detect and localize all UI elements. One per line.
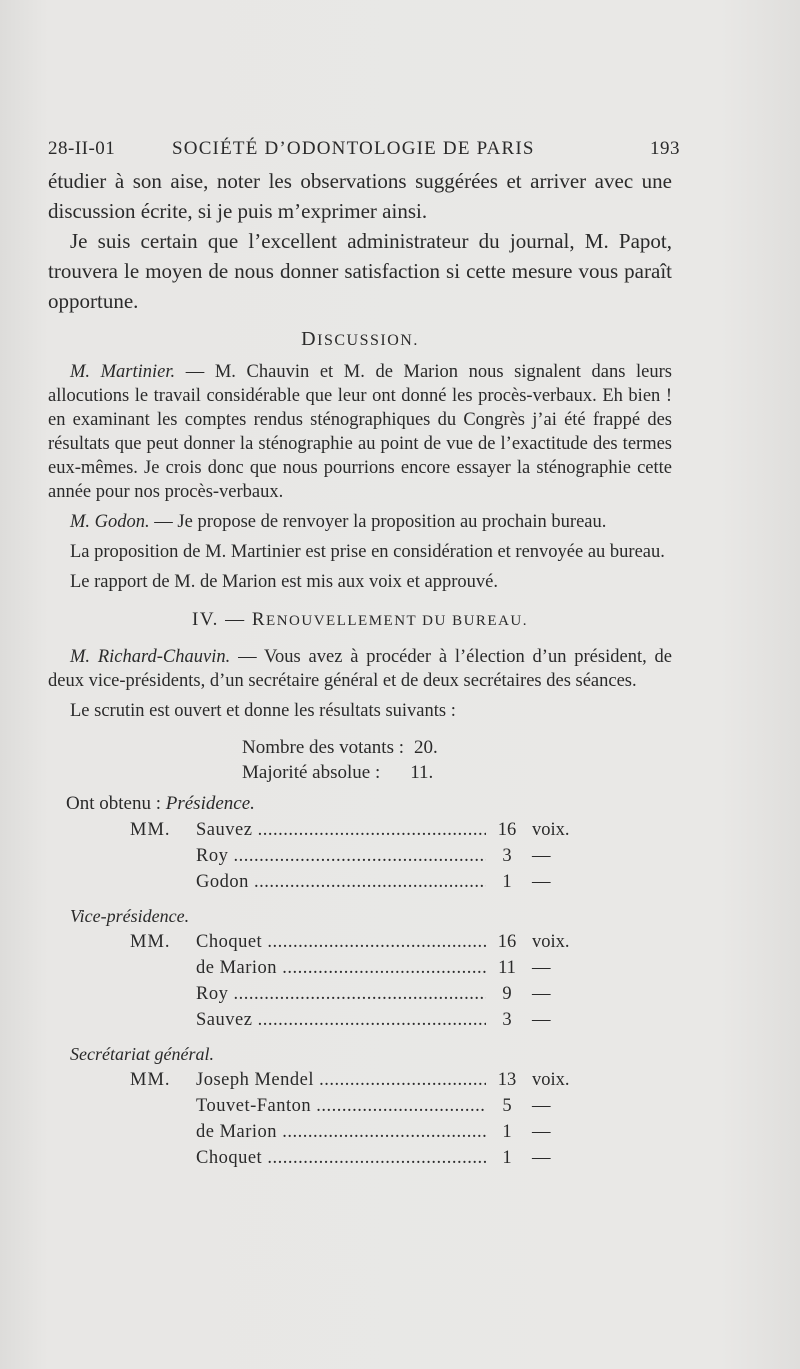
vote-count: 1 bbox=[502, 1148, 512, 1168]
vote-stats bbox=[242, 735, 672, 785]
intro-text bbox=[48, 166, 672, 316]
page-body bbox=[48, 166, 672, 1171]
vote-unit: voix. bbox=[532, 932, 570, 952]
vote-unit: — bbox=[532, 1010, 551, 1030]
vote-unit: — bbox=[532, 958, 551, 978]
martinier-paragraph: M. Martinier. — M. Chauvin et M. de Marion nous signalent dans leurs allocutions le travail considérable que leur ont donné les procès-verbaux. Eh bien ! en examinant les comptes rendus sténographiques du Congrès j’ai été frappé des résultats que peut donner la sténographie au point de vue de l’exactitude des termes eux-mêmes. Je crois donc que nous pourrions encore essayer la sténographie cette année pour nos procès-verbaux. bbox=[48, 362, 672, 502]
proposition-paragraph: La proposition de M. Martinier est prise en considération et renvoyée au bureau. bbox=[70, 542, 665, 562]
vote-count: 9 bbox=[502, 984, 512, 1004]
mm-label: MM. bbox=[130, 932, 171, 952]
intro-paragraph-1: étudier à son aise, noter les observations suggérées et arriver avec une discussion écrite, si je puis m’exprimer ainsi. bbox=[48, 169, 672, 223]
vote-row bbox=[48, 1145, 672, 1171]
candidate-name: de Marion ..... bbox=[196, 955, 486, 981]
vote-count: 1 bbox=[502, 1122, 512, 1142]
godon-paragraph: M. Godon. — Je propose de renvoyer la proposition au prochain bureau. bbox=[70, 512, 607, 532]
vote-count: 13 bbox=[497, 1070, 517, 1090]
secretariat-results bbox=[48, 1067, 672, 1171]
secretariat-heading: Secrétariat général. bbox=[70, 1044, 214, 1064]
vote-unit: — bbox=[532, 872, 551, 892]
vote-count: 11 bbox=[498, 958, 516, 978]
candidate-name: Touvet-Fanton ..... bbox=[196, 1093, 486, 1119]
discussion-heading: DISCUSSION. bbox=[301, 328, 419, 350]
vote-count: 16 bbox=[497, 820, 517, 840]
vice-presidence-heading: Vice-présidence. bbox=[70, 906, 190, 926]
candidate-name: Roy ..... bbox=[196, 843, 486, 869]
rapport-paragraph: Le rapport de M. de Marion est mis aux voix et approuvé. bbox=[70, 572, 498, 592]
candidate-name: Choquet ..... bbox=[196, 1145, 486, 1171]
vote-row bbox=[48, 817, 672, 843]
candidate-name: Roy ..... bbox=[196, 981, 486, 1007]
vote-unit: — bbox=[532, 1148, 551, 1168]
vote-unit: — bbox=[532, 1122, 551, 1142]
richard-chauvin-paragraph: M. Richard-Chauvin. — Vous avez à procéder à l’élection d’un président, de deux vice-présidents, d’un secrétaire général et de deux secrétaires des séances. bbox=[48, 647, 672, 691]
candidate-name: Choquet ..... bbox=[196, 929, 486, 955]
vote-row bbox=[48, 929, 672, 955]
ont-obtenu-line: Ont obtenu : Présidence. bbox=[66, 793, 255, 814]
candidate-name: Joseph Mendel ..... bbox=[196, 1067, 486, 1093]
vote-unit: — bbox=[532, 1096, 551, 1116]
speaker-richard-chauvin: M. Richard-Chauvin. bbox=[70, 647, 231, 667]
discussion-text bbox=[48, 360, 672, 594]
vote-row bbox=[48, 981, 672, 1007]
candidate-name: Sauvez ..... bbox=[196, 1007, 486, 1033]
vote-unit: — bbox=[532, 846, 551, 866]
page-number: 193 bbox=[650, 138, 680, 159]
header-title: SOCIÉTÉ D’ODONTOLOGIE DE PARIS bbox=[172, 138, 535, 159]
votants-line: Nombre des votants : 20. bbox=[242, 737, 438, 758]
candidate-name: Godon ..... bbox=[196, 869, 486, 895]
vice-presidence-results bbox=[48, 929, 672, 1033]
header-date: 28-II-01 bbox=[48, 138, 116, 159]
vote-count: 16 bbox=[497, 932, 517, 952]
vote-count: 5 bbox=[502, 1096, 512, 1116]
vote-count: 1 bbox=[502, 872, 512, 892]
candidate-name: de Marion ..... bbox=[196, 1119, 486, 1145]
scrutin-paragraph: Le scrutin est ouvert et donne les résultats suivants : bbox=[70, 701, 456, 721]
vote-row bbox=[48, 1119, 672, 1145]
vote-unit: voix. bbox=[532, 820, 570, 840]
vote-count: 3 bbox=[502, 1010, 512, 1030]
vote-row bbox=[48, 955, 672, 981]
running-header bbox=[48, 138, 680, 168]
vote-count: 3 bbox=[502, 846, 512, 866]
vote-row bbox=[48, 1093, 672, 1119]
speaker-martinier: M. Martinier. bbox=[70, 362, 176, 382]
vote-unit: voix. bbox=[532, 1070, 570, 1090]
vote-unit: — bbox=[532, 984, 551, 1004]
mm-label: MM. bbox=[130, 1070, 171, 1090]
vote-row bbox=[48, 869, 672, 895]
intro-paragraph-2: Je suis certain que l’excellent administrateur du journal, M. Papot, trouvera le moyen de nous donner satisfaction si cette mesure vous paraît opportune. bbox=[48, 229, 672, 313]
vote-row bbox=[48, 843, 672, 869]
vote-row bbox=[48, 1067, 672, 1093]
presidence-results bbox=[48, 817, 672, 895]
speaker-godon: M. Godon. bbox=[70, 512, 150, 532]
election-text bbox=[48, 645, 672, 723]
section-iv-heading: IV. — RENOUVELLEMENT DU BUREAU. bbox=[192, 609, 528, 630]
vote-row bbox=[48, 1007, 672, 1033]
majorite-line: Majorité absolue : 11. bbox=[242, 762, 434, 783]
mm-label: MM. bbox=[130, 820, 171, 840]
candidate-name: Sauvez ..... bbox=[196, 817, 486, 843]
